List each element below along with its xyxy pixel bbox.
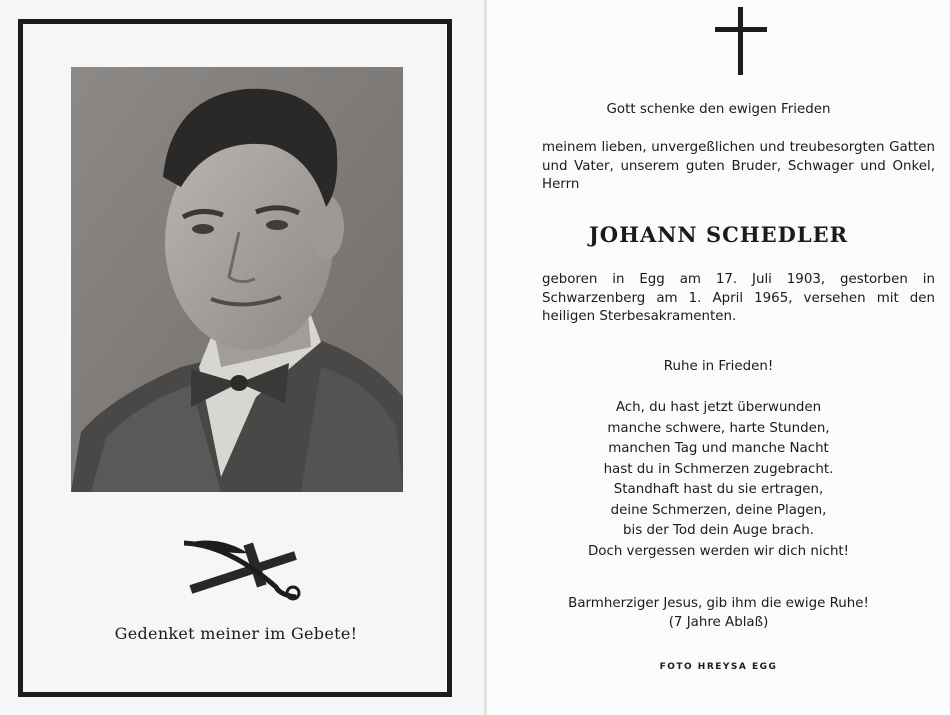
poem-line: manchen Tag und manche Nacht [608,441,829,456]
poem-line: hast du in Schmerzen zugebracht. [603,461,834,477]
photo-credit: FOTO HREYSA EGG [659,662,778,672]
poem-line: deine Schmerzen, deine Plagen, [610,502,827,518]
poem-line: bis der Tod dein Auge brach. [623,523,814,538]
memorial-poem [487,398,950,562]
poem-line: Standhaft hast du sie ertragen, [613,482,824,497]
rest-in-peace-line: Ruhe in Frieden! [663,359,774,374]
dedication-text: meinem lieben, unvergeßlichen und treubesorgten Gatten und Vater, unserem guten Bruder, Schwager und Onkel, Herrn [542,140,935,192]
poem-line: Ach, du hast jetzt überwunden [615,400,822,415]
palm-branch-cross-icon [178,535,308,605]
indulgence-note: (7 Jahre Ablaß) [668,615,769,630]
deceased-name: JOHANN SCHEDLER [588,222,849,247]
memorial-card-back [487,0,950,715]
mercy-prayer-line: Barmherziger Jesus, gib ihm die ewige Ruhe! [568,596,869,611]
prayer-line: Gedenket meiner im Gebete! [114,624,358,643]
portrait-photo [71,67,403,492]
poem-line: manche schwere, harte Stunden, [607,420,830,436]
life-dates-text: geboren in Egg am 17. Juli 1903, gestorben in Schwarzenberg am 1. April 1965, versehen mit den heiligen Sterbesakramenten. [542,272,935,324]
cross-icon [715,7,767,75]
mercy-prayer [487,594,950,632]
blessing-line: Gott schenke den ewigen Frieden [606,102,831,117]
poem-line: Doch vergessen werden wir dich nicht! [587,543,850,559]
